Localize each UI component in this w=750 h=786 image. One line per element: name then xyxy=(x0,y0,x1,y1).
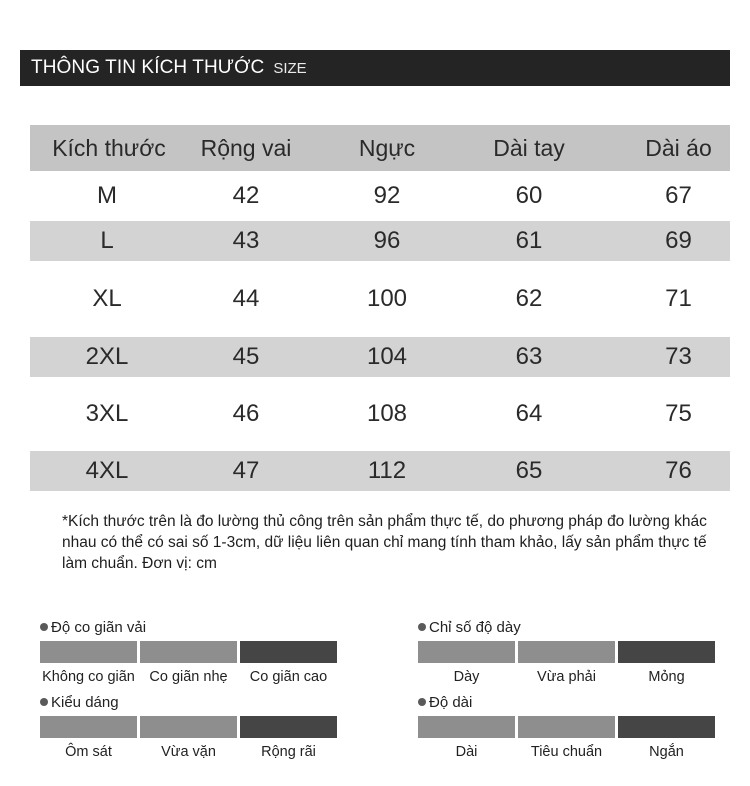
scale-option-label: Vừa vặn xyxy=(161,744,216,760)
table-row xyxy=(30,377,730,451)
scale-segment xyxy=(40,716,137,738)
bullet-icon xyxy=(40,623,48,631)
scale-segment-selected xyxy=(240,716,337,738)
size-cell: 4XL xyxy=(85,457,129,484)
header-bar xyxy=(20,50,730,86)
scale-segment xyxy=(518,641,615,663)
size-cell: M xyxy=(97,182,117,209)
fit-bar xyxy=(40,716,337,738)
scale-option-label: Rộng rãi xyxy=(261,744,316,760)
chest-cell: 104 xyxy=(366,343,408,370)
length-bar xyxy=(418,716,715,738)
bullet-icon xyxy=(418,698,426,706)
size-cell: L xyxy=(100,227,114,254)
sleeve-cell: 63 xyxy=(515,343,543,370)
column-header-sleeve: Dài tay xyxy=(493,134,565,161)
length-scale xyxy=(418,692,715,760)
thickness-bar xyxy=(418,641,715,663)
chest-cell: 92 xyxy=(373,182,401,209)
size-cell: 3XL xyxy=(85,400,129,427)
scale-segment xyxy=(518,716,615,738)
size-cell: XL xyxy=(92,285,122,312)
length-cell: 76 xyxy=(665,457,692,484)
bullet-icon xyxy=(40,698,48,706)
sleeve-cell: 60 xyxy=(515,182,543,209)
fit-label: Kiểu dáng xyxy=(51,693,119,711)
chest-cell: 100 xyxy=(366,285,408,312)
chest-cell: 96 xyxy=(373,227,401,254)
length-cell: 67 xyxy=(665,182,692,209)
table-row xyxy=(30,337,730,377)
scale-segment xyxy=(140,716,237,738)
shoulder-cell: 42 xyxy=(232,182,260,209)
scale-segment-selected xyxy=(240,641,337,663)
fit-scale xyxy=(40,692,337,760)
sleeve-cell: 61 xyxy=(515,227,543,254)
sleeve-cell: 62 xyxy=(515,285,543,312)
scale-option-label: Ôm sát xyxy=(65,744,112,760)
scale-option-label: Vừa phải xyxy=(537,669,596,685)
shoulder-cell: 46 xyxy=(232,400,260,427)
table-row xyxy=(30,451,730,491)
length-cell: 71 xyxy=(665,285,692,312)
shoulder-cell: 47 xyxy=(232,457,260,484)
column-header-length: Dài áo xyxy=(645,134,712,161)
bullet-icon xyxy=(418,623,426,631)
elasticity-bar xyxy=(40,641,337,663)
scale-segment xyxy=(140,641,237,663)
page-subtitle: SIZE xyxy=(273,60,307,77)
scale-segment-selected xyxy=(618,641,715,663)
scale-option-label: Không co giãn xyxy=(42,669,135,685)
length-cell: 69 xyxy=(665,227,692,254)
table-row xyxy=(30,171,730,221)
length-cell: 75 xyxy=(665,400,692,427)
column-header-chest: Ngực xyxy=(358,134,416,161)
length-label: Độ dài xyxy=(429,693,473,711)
table-row xyxy=(30,221,730,261)
chest-cell: 108 xyxy=(366,400,408,427)
size-table xyxy=(30,125,730,491)
shoulder-cell: 43 xyxy=(232,227,260,254)
scale-option-label: Ngắn xyxy=(649,744,684,760)
chest-cell: 112 xyxy=(367,457,407,484)
column-header-size: Kích thước xyxy=(52,134,166,161)
shoulder-cell: 45 xyxy=(232,343,260,370)
scale-segment xyxy=(418,716,515,738)
scale-option-label: Co giãn cao xyxy=(249,669,328,685)
table-header-row xyxy=(30,125,730,171)
scale-segment xyxy=(418,641,515,663)
scale-segment-selected xyxy=(618,716,715,738)
scale-option-label: Co giãn nhẹ xyxy=(149,669,228,685)
measurement-note: *Kích thước trên là đo lường thủ công trên sản phẩm thực tế, do phương pháp đo lường khác nhau có thể có sai số 1-3cm, dữ liệu liên quan chỉ mang tính tham khảo, lấy sản phẩm thực tế làm chuẩn. Đơn vị: cm xyxy=(62,513,707,572)
page-title: THÔNG TIN KÍCH THƯỚC xyxy=(31,57,265,78)
length-cell: 73 xyxy=(665,343,692,370)
thickness-label: Chỉ số độ dày xyxy=(429,618,521,636)
sleeve-cell: 65 xyxy=(515,457,543,484)
scale-segment xyxy=(40,641,137,663)
scale-option-label: Dày xyxy=(453,669,480,685)
size-cell: 2XL xyxy=(85,343,129,370)
scale-option-label: Dài xyxy=(455,744,478,760)
sleeve-cell: 64 xyxy=(515,400,543,427)
thickness-scale xyxy=(418,617,715,685)
scale-option-label: Mỏng xyxy=(648,669,685,685)
table-row xyxy=(30,261,730,337)
shoulder-cell: 44 xyxy=(232,285,260,312)
elasticity-label: Độ co giãn vải xyxy=(51,618,147,636)
scale-option-label: Tiêu chuẩn xyxy=(530,744,603,760)
elasticity-scale xyxy=(40,617,337,685)
column-header-shoulder: Rộng vai xyxy=(200,134,292,161)
